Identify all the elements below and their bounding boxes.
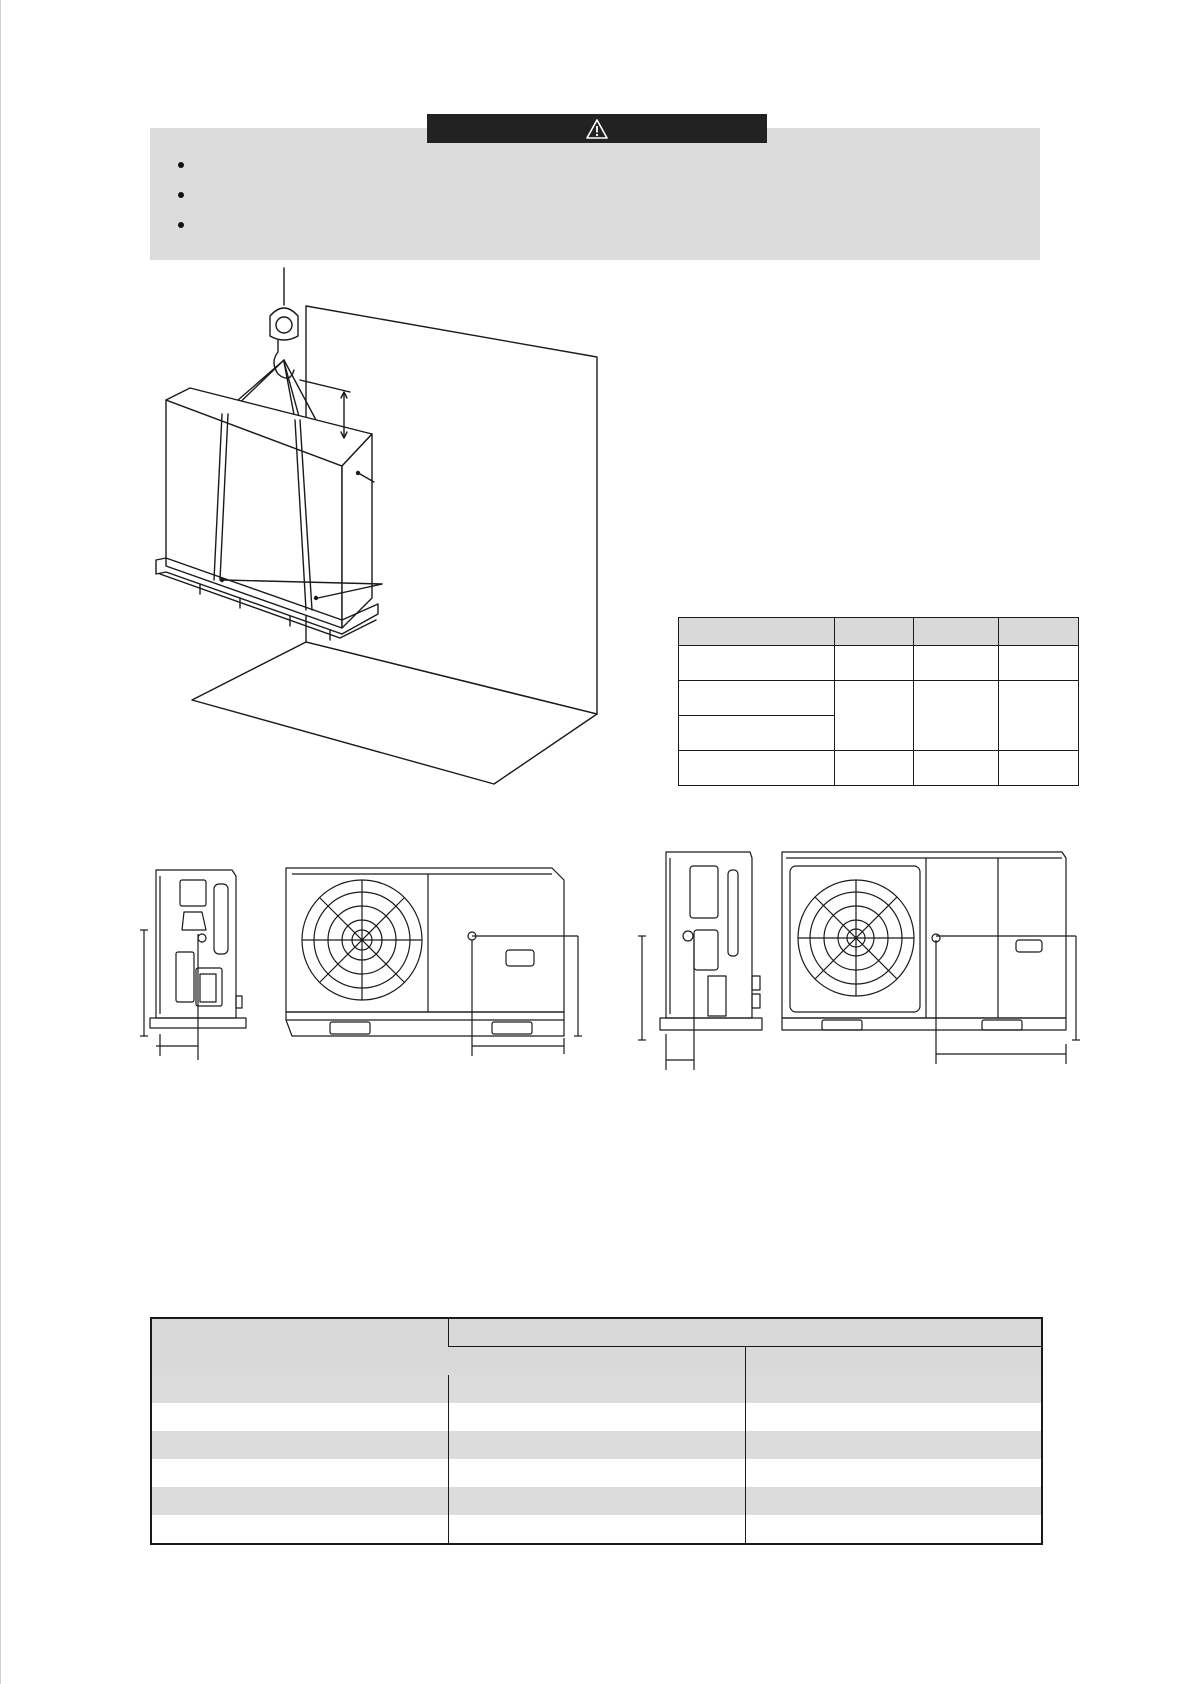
table-cell [745, 1459, 1042, 1487]
spec-subheader-cell [448, 1347, 745, 1376]
spec-header-cell [151, 1318, 448, 1375]
table-cell [745, 1431, 1042, 1459]
table-cell [745, 1487, 1042, 1515]
table-cell [151, 1375, 448, 1403]
spec-header-group [448, 1318, 1042, 1347]
table-cell [448, 1487, 745, 1515]
table-cell [745, 1403, 1042, 1431]
table-cell [151, 1515, 448, 1544]
table-row [151, 1515, 1042, 1544]
table-cell [745, 1375, 1042, 1403]
table-row [151, 1375, 1042, 1403]
table-cell [151, 1431, 448, 1459]
table-cell [448, 1459, 745, 1487]
table-cell [151, 1487, 448, 1515]
table-row [151, 1431, 1042, 1459]
table-cell [448, 1375, 745, 1403]
table-row [151, 1487, 1042, 1515]
table-cell [448, 1431, 745, 1459]
table-row [151, 1403, 1042, 1431]
spec-subheader-cell [745, 1347, 1042, 1376]
table-row [151, 1459, 1042, 1487]
spec-table [150, 1317, 1043, 1545]
table-cell [745, 1515, 1042, 1544]
table-cell [448, 1403, 745, 1431]
table-cell [448, 1515, 745, 1544]
table-cell [151, 1403, 448, 1431]
table-cell [151, 1459, 448, 1487]
